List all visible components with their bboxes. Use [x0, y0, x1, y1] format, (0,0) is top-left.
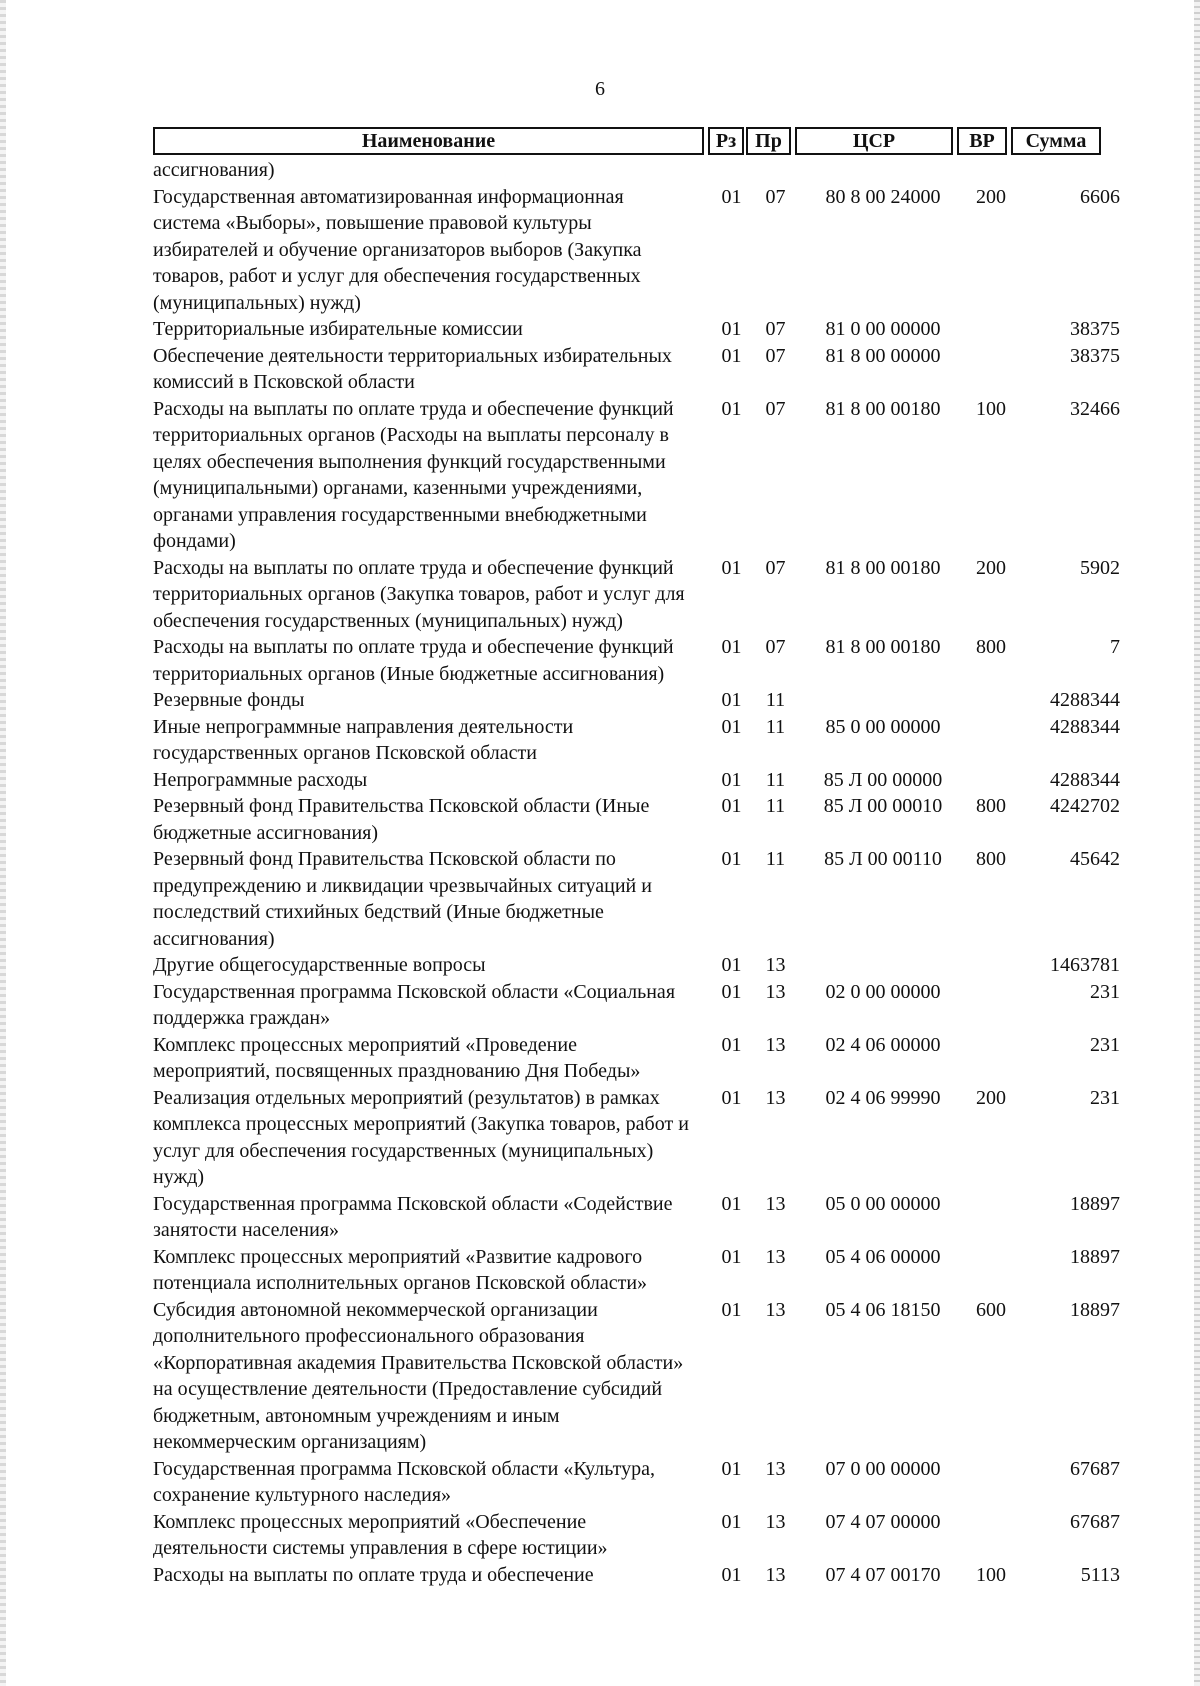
cell-csr: 85 Л 00 00110: [824, 848, 942, 870]
cell-sum: 231: [1090, 1086, 1120, 1109]
cell-csr: 81 8 00 00000: [825, 344, 941, 367]
cell-pr: 11: [765, 848, 786, 870]
page-number: 6: [595, 78, 605, 100]
cell-rz: 01: [721, 397, 742, 420]
cell-name: Непрограммные расходы: [153, 768, 368, 791]
table-row: [153, 555, 1120, 635]
cell-pr: 13: [765, 1563, 786, 1586]
cell-pr: 11: [765, 715, 786, 738]
cell-sum: 45642: [1070, 848, 1120, 870]
header-sum: Сумма: [1011, 127, 1101, 155]
cell-rz: 01: [721, 1192, 742, 1215]
cell-pr: 07: [765, 397, 786, 420]
cell-vr: 200: [976, 185, 1006, 208]
cell-vr: [966, 952, 1016, 979]
cell-rz: 01: [721, 689, 742, 711]
table-row: [153, 1562, 1120, 1589]
cell-vr: 200: [976, 556, 1006, 579]
cell-pr: 13: [765, 1086, 786, 1109]
cell-vr: 200: [976, 1086, 1006, 1109]
cell-vr: [966, 1509, 1016, 1562]
cell-pr: 11: [765, 689, 786, 711]
table-row: [153, 687, 1120, 714]
cell-pr: 13: [765, 954, 786, 976]
cell-rz: 01: [721, 185, 742, 208]
table-row: [153, 1297, 1120, 1456]
cell-rz: 01: [721, 980, 742, 1003]
cell-pr: 13: [765, 1457, 786, 1480]
cell-sum: 5113: [1080, 1563, 1120, 1586]
cell-sum: 4242702: [1050, 795, 1120, 817]
cell-sum: 7: [1110, 636, 1120, 658]
cell-csr: 85 Л 00 00000: [823, 768, 943, 791]
cell-sum: 67687: [1070, 1457, 1120, 1480]
cell-csr: 81 0 00 00000: [825, 318, 941, 340]
cell-pr: 07: [765, 636, 786, 658]
cell-rz: 01: [721, 344, 742, 367]
cell-name: ассигнования): [153, 159, 275, 181]
table-row: [153, 1191, 1120, 1244]
cell-csr: 80 8 00 24000: [825, 185, 941, 208]
cell-csr: 05 4 06 00000: [825, 1245, 941, 1268]
cell-pr: 13: [765, 1510, 786, 1533]
cell-sum: 67687: [1070, 1510, 1120, 1533]
cell-name: Обеспечение деятельности территориальных избирательных комиссий в Псковской области: [153, 344, 672, 393]
cell-sum: 4288344: [1050, 715, 1120, 738]
cell-csr: 02 0 00 00000: [825, 980, 941, 1003]
cell-pr: 07: [765, 344, 786, 367]
cell-sum: 32466: [1070, 397, 1120, 420]
header-rz: Рз: [708, 127, 744, 155]
cell-name: Государственная автоматизированная информационная система «Выборы», повышение правовой культуры избирателей и обучение организаторов выборов (Закупка товаров, работ и услуг для обеспечения государственных (муниципальных) нужд): [153, 185, 642, 314]
table-row: [153, 634, 1120, 687]
cell-vr: 100: [976, 397, 1006, 420]
cell-sum: 6606: [1080, 185, 1120, 208]
cell-vr: 100: [976, 1563, 1006, 1586]
table-row: [153, 1244, 1120, 1297]
cell-rz: 01: [721, 318, 742, 340]
cell-name: Резервные фонды: [153, 689, 305, 711]
cell-csr: 02 4 06 99990: [825, 1086, 941, 1109]
cell-rz: 01: [721, 1033, 742, 1056]
cell-sum: 18897: [1070, 1192, 1120, 1215]
table-row: [153, 396, 1120, 555]
header-csr: ЦСР: [795, 127, 953, 155]
cell-name: Иные непрограммные направления деятельности государственных органов Псковской области: [153, 715, 574, 764]
header-vr: ВР: [957, 127, 1007, 155]
cell-name: Резервный фонд Правительства Псковской области по предупреждению и ликвидации чрезвычайных ситуаций и последствий стихийных бедствий (Иные бюджетные ассигнования): [153, 848, 652, 950]
cell-pr: [753, 157, 798, 184]
cell-sum: [1020, 157, 1120, 184]
cell-vr: 800: [976, 636, 1006, 658]
cell-name: Реализация отдельных мероприятий (результатов) в рамках комплекса процессных мероприятий (Закупка товаров, работ и услуг для обеспечения государственных (муниципальных) нужд): [153, 1086, 689, 1188]
cell-vr: [966, 157, 1016, 184]
cell-sum: 231: [1090, 1033, 1120, 1056]
cell-pr: 13: [765, 1033, 786, 1056]
cell-vr: [966, 687, 1016, 714]
cell-rz: 01: [721, 848, 742, 870]
table-row: [153, 714, 1120, 767]
cell-name: Расходы на выплаты по оплате труда и обеспечение: [153, 1563, 594, 1586]
cell-name: Расходы на выплаты по оплате труда и обеспечение функций территориальных органов (Иные бюджетные ассигнования): [153, 636, 674, 685]
cell-pr: 13: [765, 980, 786, 1003]
cell-vr: [966, 767, 1016, 794]
cell-csr: [808, 687, 958, 714]
cell-sum: 18897: [1070, 1298, 1120, 1321]
table-row: [153, 184, 1120, 317]
cell-rz: 01: [721, 795, 742, 817]
table-row: [153, 952, 1120, 979]
cell-vr: [966, 316, 1016, 343]
cell-vr: [966, 714, 1016, 767]
cell-sum: 1463781: [1050, 954, 1120, 976]
cell-sum: 38375: [1070, 318, 1120, 340]
cell-vr: [966, 1244, 1016, 1297]
cell-name: Расходы на выплаты по оплате труда и обеспечение функций территориальных органов (Расходы на выплаты персоналу в целях обеспечения выполнения функций государственными (муниципальными) органами, казенными учреждениями, органами управления государственными внебюджетными фондами): [153, 397, 674, 552]
cell-rz: 01: [721, 768, 742, 791]
cell-pr: 11: [765, 768, 786, 791]
table-header: [153, 127, 1101, 155]
table-row: [153, 1032, 1120, 1085]
cell-name: Комплекс процессных мероприятий «Развитие кадрового потенциала исполнительных органов Псковской области»: [153, 1245, 648, 1294]
cell-pr: 07: [765, 185, 786, 208]
cell-rz: 01: [721, 954, 742, 976]
cell-rz: 01: [721, 1245, 742, 1268]
cell-vr: [966, 979, 1016, 1032]
cell-csr: 07 4 07 00170: [825, 1563, 941, 1586]
table-row: [153, 157, 1120, 184]
cell-pr: 07: [765, 556, 786, 579]
scan-edge-left: [0, 0, 6, 1686]
header-name: Наименование: [153, 127, 704, 155]
table-row: [153, 343, 1120, 396]
cell-rz: 01: [721, 636, 742, 658]
cell-rz: 01: [721, 715, 742, 738]
cell-sum: 38375: [1070, 344, 1120, 367]
cell-rz: 01: [721, 1457, 742, 1480]
cell-csr: 05 4 06 18150: [825, 1298, 941, 1321]
cell-name: Комплекс процессных мероприятий «Проведение мероприятий, посвященных празднованию Дня Победы»: [153, 1033, 641, 1082]
cell-rz: 01: [721, 1086, 742, 1109]
cell-sum: 5902: [1080, 556, 1120, 579]
table-row: [153, 1456, 1120, 1509]
table-row: [153, 1509, 1120, 1562]
cell-vr: [966, 343, 1016, 396]
cell-vr: [966, 1191, 1016, 1244]
header-pr: Пр: [746, 127, 791, 155]
cell-csr: 81 8 00 00180: [825, 636, 941, 658]
cell-name: Расходы на выплаты по оплате труда и обеспечение функций территориальных органов (Закупка товаров, работ и услуг для обеспечения государственных (муниципальных) нужд): [153, 556, 685, 632]
table-row: [153, 793, 1120, 846]
scan-edge-right: [1194, 0, 1200, 1686]
cell-name: Территориальные избирательные комиссии: [153, 318, 523, 340]
cell-name: Субсидия автономной некоммерческой организации дополнительного профессионального образования «Корпоративная академия Правительства Псковской области» на осуществление деятельности (Предоставление субсидий бюджетным, автономным учреждениям и иным некоммерческим организациям): [153, 1298, 684, 1453]
table-row: [153, 767, 1120, 794]
table-body: [153, 157, 1120, 1588]
cell-vr: 800: [976, 848, 1006, 870]
cell-rz: 01: [721, 556, 742, 579]
cell-sum: 4288344: [1050, 768, 1120, 791]
cell-csr: 07 0 00 00000: [825, 1457, 941, 1480]
cell-rz: 01: [721, 1563, 742, 1586]
cell-csr: [808, 952, 958, 979]
cell-rz: 01: [721, 1298, 742, 1321]
cell-pr: 13: [765, 1298, 786, 1321]
cell-pr: 13: [765, 1245, 786, 1268]
cell-pr: 11: [765, 795, 786, 817]
cell-csr: 07 4 07 00000: [825, 1510, 941, 1533]
cell-csr: 81 8 00 00180: [825, 556, 941, 579]
cell-csr: 05 0 00 00000: [825, 1192, 941, 1215]
cell-sum: 231: [1090, 980, 1120, 1003]
cell-pr: 07: [765, 318, 786, 340]
cell-name: Комплекс процессных мероприятий «Обеспечение деятельности системы управления в сфере юстиции»: [153, 1510, 608, 1559]
table-row: [153, 846, 1120, 952]
cell-rz: [714, 157, 749, 184]
cell-name: Государственная программа Псковской области «Социальная поддержка граждан»: [153, 980, 676, 1029]
cell-csr: 85 Л 00 00010: [823, 795, 943, 817]
cell-sum: 18897: [1070, 1245, 1120, 1268]
cell-csr: 02 4 06 00000: [825, 1033, 941, 1056]
table-row: [153, 979, 1120, 1032]
cell-vr: [966, 1032, 1016, 1085]
table-row: [153, 316, 1120, 343]
cell-name: Другие общегосударственные вопросы: [153, 954, 486, 976]
cell-vr: [966, 1456, 1016, 1509]
cell-vr: 800: [976, 795, 1006, 817]
cell-name: Государственная программа Псковской области «Культура, сохранение культурного наследия»: [153, 1457, 655, 1506]
cell-pr: 13: [765, 1192, 786, 1215]
cell-rz: 01: [721, 1510, 742, 1533]
cell-csr: [808, 157, 958, 184]
cell-name: Резервный фонд Правительства Псковской области (Иные бюджетные ассигнования): [153, 795, 650, 844]
cell-csr: 85 0 00 00000: [825, 715, 941, 738]
cell-name: Государственная программа Псковской области «Содействие занятости населения»: [153, 1192, 673, 1241]
table-row: [153, 1085, 1120, 1191]
cell-sum: 4288344: [1050, 689, 1120, 711]
cell-csr: 81 8 00 00180: [825, 397, 941, 420]
cell-vr: 600: [976, 1298, 1006, 1321]
